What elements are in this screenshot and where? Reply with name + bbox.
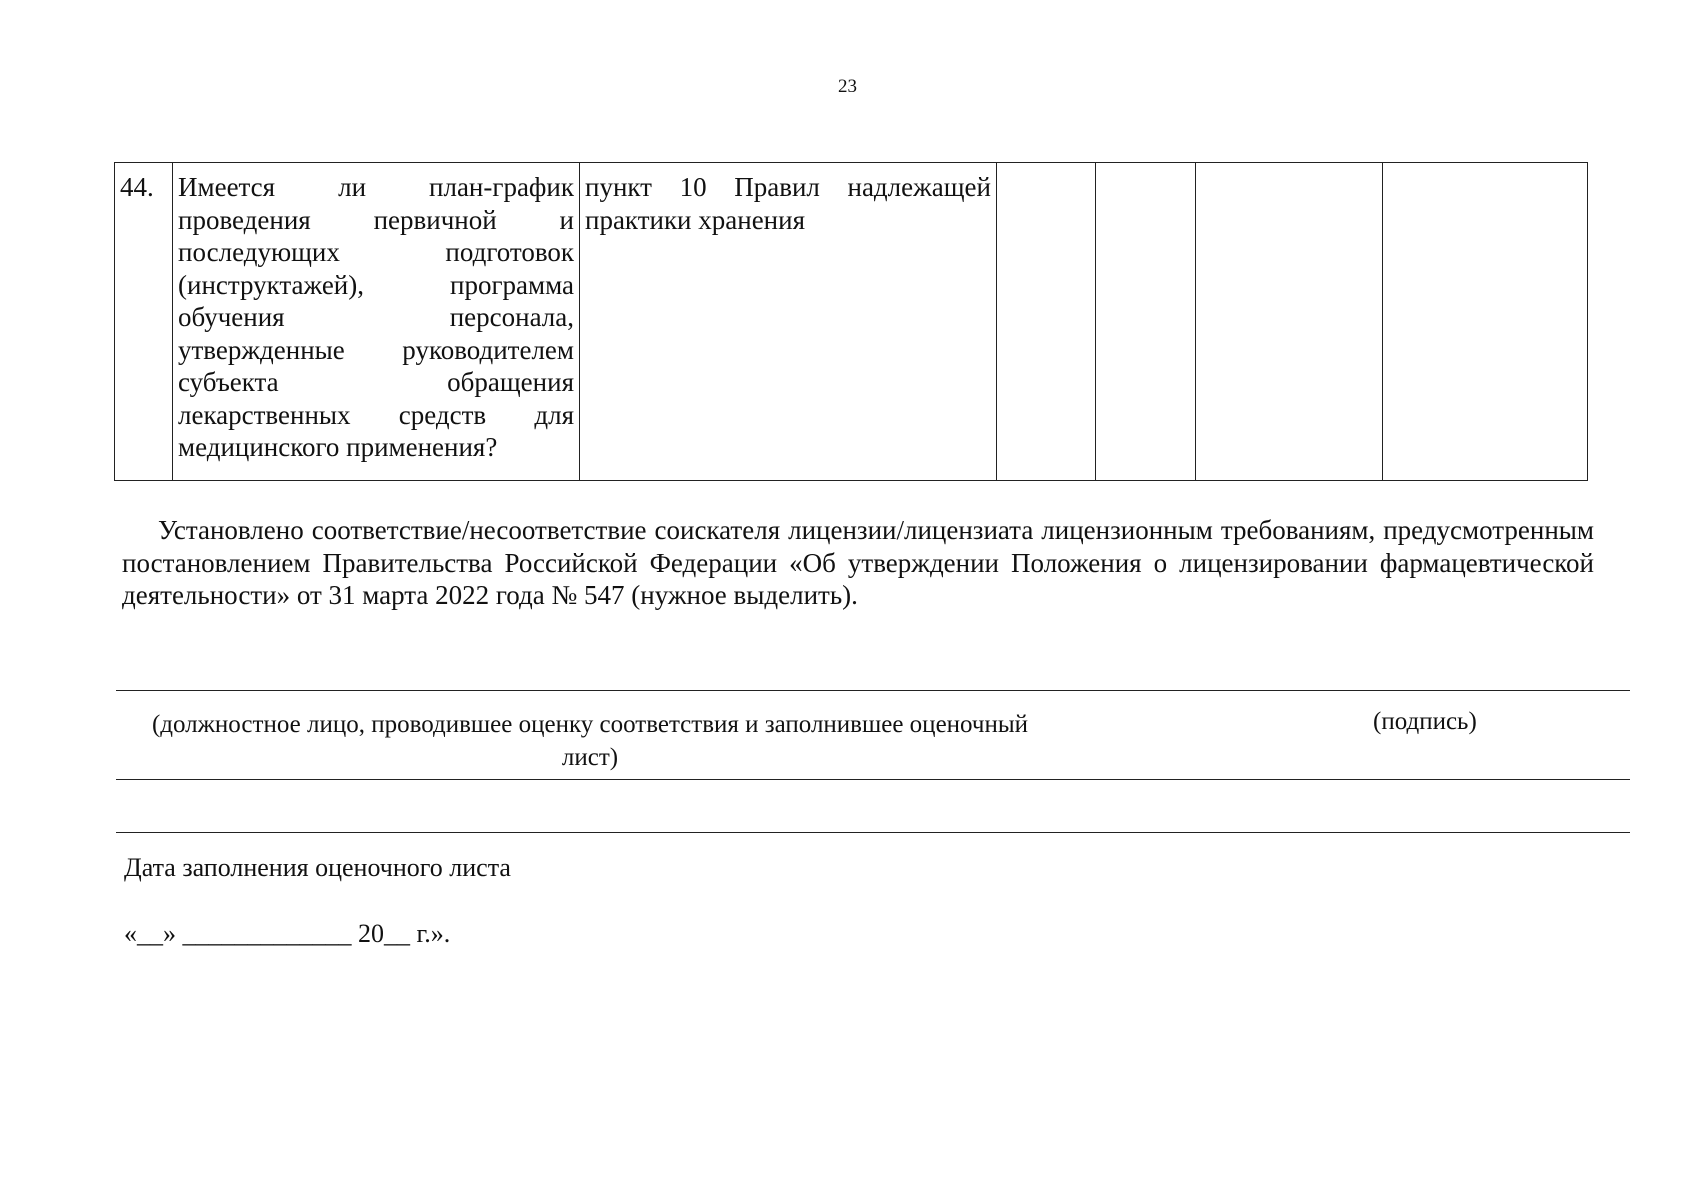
second-official-line[interactable]	[116, 779, 1630, 780]
table-row	[115, 163, 1588, 481]
conclusion-paragraph: Установлено соответствие/несоответствие соискателя лицензии/лицензиата лицензионным требованиям, предусмотренным постановлением Правительства Российской Федерации «Об утверждении Положения о лицензировании фармацевтической деятельности» от 31 марта 2022 года № 547 (нужное выделить).	[122, 515, 1594, 610]
date-label: Дата заполнения оценочного листа	[124, 853, 511, 882]
official-caption: (должностное лицо, проводившее оценку соответствия и заполнившее оценочный лист)	[151, 711, 1029, 771]
signature-caption: (подпись)	[1373, 708, 1477, 735]
official-name-line[interactable]	[116, 690, 1630, 691]
answer-cell-3[interactable]	[1196, 163, 1383, 481]
answer-cell-1[interactable]	[997, 163, 1096, 481]
date-fill-line[interactable]: «__» _____________ 20__ г.».	[124, 919, 451, 948]
answer-cell-2[interactable]	[1096, 163, 1196, 481]
third-line[interactable]	[116, 832, 1630, 833]
page-number: 23	[838, 76, 857, 97]
assessment-table	[114, 162, 1588, 481]
legal-basis-cell: пункт 10 Правил надлежащей практики хранения	[580, 163, 997, 481]
question-cell: Имеется ли план-график проведения первичной и последующих подготовок (инструктажей), программа обучения персонала, утвержденные руководителем субъекта обращения лекарственных средств для медицинского применения?	[173, 163, 580, 481]
row-number-cell: 44.	[115, 163, 173, 481]
answer-cell-4[interactable]	[1383, 163, 1588, 481]
